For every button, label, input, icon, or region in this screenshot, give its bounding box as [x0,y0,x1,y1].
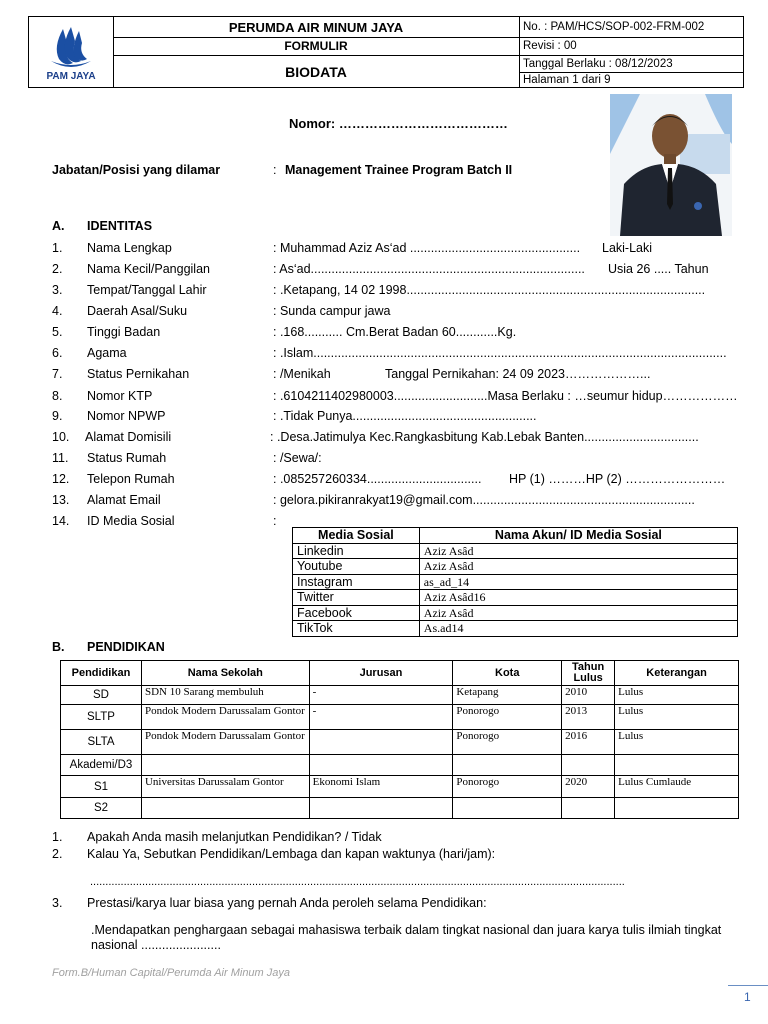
identity-label: Nomor NPWP [87,409,166,423]
identity-num: 10. [52,430,70,444]
table-row [61,776,739,798]
education-cell: Ekonomi Islam [309,776,453,798]
education-cell: Lulus [615,730,739,755]
question-3-text: Prestasi/karya luar biasa yang pernah Anda peroleh selama Pendidikan: [87,896,487,910]
social-account: As.ad14 [419,621,737,637]
table-row [293,543,738,559]
table-row [61,686,739,705]
education-cell [309,798,453,819]
identity-value: : Sunda campur jawa [273,304,391,318]
identity-num: 1. [52,241,63,255]
identity-value: : .Desa.Jatimulya Kec.Rangkasbitung Kab.Lebak Banten................................. [270,430,699,444]
social-platform: Facebook [293,605,420,621]
social-account: Aziz Asȃd [419,559,737,575]
footer-rule [728,985,768,986]
identity-label: Alamat Email [87,493,161,507]
identity-num: 4. [52,304,63,318]
document-title: BIODATA [285,64,347,80]
question-3-num: 3. [52,896,63,910]
question-2-num: 2. [52,847,63,861]
pam-jaya-logo [29,17,114,87]
education-cell [562,755,615,776]
section-a-letter: A. [52,219,65,233]
table-row [293,574,738,590]
table-header: Jurusan [309,661,453,686]
education-cell: Akademi/D3 [61,755,142,776]
social-account: Aziz Asȃd [419,543,737,559]
education-cell: - [309,705,453,730]
table-row [61,755,739,776]
social-platform: Twitter [293,590,420,606]
education-cell: SDN 10 Sarang membuluh [141,686,309,705]
prestasi-answer: .Mendapatkan penghargaan sebagai mahasiswa terbaik dalam tingkat nasional dan juara karya tulis ilmiah tingkat nasional ....................... [91,923,722,952]
identity-value: : .Tidak Punya..................................................... [273,409,537,423]
table-header: Keterangan [615,661,739,686]
identity-label: ID Media Sosial [87,514,175,528]
question-2-text: Kalau Ya, Sebutkan Pendidikan/Lembaga dan kapan waktunya (hari/jam): [87,847,496,861]
education-cell [453,798,562,819]
question-1-text: Apakah Anda masih melanjutkan Pendidikan? / Tidak [87,830,382,844]
education-cell: Lulus [615,686,739,705]
identity-label: Nama Lengkap [87,241,172,255]
identity-value: : /Sewa/: [273,451,322,465]
identity-num: 14. [52,514,70,528]
identity-label: Status Pernikahan [87,367,190,381]
logo-text: PAM JAYA [46,71,96,82]
education-cell [453,755,562,776]
jabatan-label: Jabatan/Posisi yang dilamar [52,163,221,177]
header-title-block [113,17,520,87]
identity-value: : gelora.pikiranrakyat19@gmail.com................................................................ [273,493,695,507]
education-cell: S1 [61,776,142,798]
identity-value: : As‘ad............................................................................... [273,262,585,276]
education-cell [309,730,453,755]
table-header: Tahun Lulus [562,661,615,686]
table-header: Pendidikan [61,661,142,686]
education-cell: Lulus Cumlaude [615,776,739,798]
effective-date: Tanggal Berlaku : 08/12/2023 [523,58,673,70]
education-cell: SLTP [61,705,142,730]
identity-label: Nomor KTP [87,389,153,403]
table-row [61,730,739,755]
table-row [293,559,738,575]
question-1-num: 1. [52,830,63,844]
footer-form-ref: Form.B/Human Capital/Perumda Air Minum Jaya [52,967,291,979]
identity-num: 2. [52,262,63,276]
identity-extra: Usia 26 ..... Tahun [608,262,709,276]
education-cell: Pondok Modern Darussalam Gontor [141,705,309,730]
education-cell: Ketapang [453,686,562,705]
identity-num: 6. [52,346,63,360]
social-platform: Linkedin [293,543,420,559]
org-name: PERUMDA AIR MINUM JAYA [228,20,404,35]
identity-extra: Tanggal Pernikahan: 24 09 2023………………... [385,367,651,381]
table-header: Media Sosial [293,528,420,544]
identity-num: 8. [52,389,63,403]
education-cell: 2010 [562,686,615,705]
identity-value: : .Islam....................................................................................................................... [273,346,727,360]
education-cell [141,755,309,776]
identity-num: 11. [52,451,69,465]
education-cell: 2016 [562,730,615,755]
education-cell: Pondok Modern Darussalam Gontor [141,730,309,755]
identity-label: Nama Kecil/Panggilan [87,262,210,276]
identity-num: 13. [52,493,70,507]
education-cell [141,798,309,819]
identity-num: 12. [52,472,70,486]
identity-label: Daerah Asal/Suku [87,304,188,318]
page-number: 1 [744,990,751,1004]
identity-extra: Laki-Laki [602,241,653,255]
social-media-table [292,527,738,637]
identity-label: Tinggi Badan [87,325,161,339]
identity-num: 9. [52,409,63,423]
identity-label: Status Rumah [87,451,167,465]
section-b-letter: B. [52,640,65,654]
document-header [28,16,744,88]
identity-value: : .085257260334................................. [273,472,482,486]
education-cell: Lulus [615,705,739,730]
table-row [293,621,738,637]
identity-num: 7. [52,367,63,381]
identity-value: : .168........... Cm.Berat Badan 60............Kg. [273,325,517,339]
identity-label: Alamat Domisili [85,430,172,444]
education-cell: S2 [61,798,142,819]
identity-num: 5. [52,325,63,339]
social-account: Aziz Asȃd16 [419,590,737,606]
revision: Revisi : 00 [523,40,577,52]
page-count: Halaman 1 dari 9 [523,74,611,86]
nomor-field: Nomor: ………………………………… [289,116,508,131]
table-header: Kota [453,661,562,686]
education-cell: Ponorogo [453,730,562,755]
education-cell [615,798,739,819]
identity-extra: HP (1) ………HP (2) …………………… [509,472,726,486]
table-row [293,605,738,621]
table-row [61,798,739,819]
identity-value: : .6104211402980003...........................Masa Berlaku : …seumur hidup……………… [273,389,738,403]
doc-number: No. : PAM/HCS/SOP-002-FRM-002 [523,21,705,33]
jabatan-value: Management Trainee Program Batch II [285,163,513,177]
section-a-title: IDENTITAS [87,219,153,233]
social-platform: Instagram [293,574,420,590]
answer-dotted-line: ............................................................................................................................................................................... [90,876,625,888]
identity-label: Telepon Rumah [87,472,175,486]
social-platform: Youtube [293,559,420,575]
table-row [61,705,739,730]
section-b-title: PENDIDIKAN [87,640,165,654]
education-table [60,660,739,819]
education-cell: 2013 [562,705,615,730]
identity-label: Agama [87,346,127,360]
table-header: Nama Sekolah [141,661,309,686]
identity-value: : .Ketapang, 14 02 1998...................................................................................... [273,283,706,297]
identity-label: Tempat/Tanggal Lahir [87,283,207,297]
education-cell: SLTA [61,730,142,755]
education-cell: Ponorogo [453,705,562,730]
social-account: Aziz Asȃd [419,605,737,621]
form-type: FORMULIR [284,39,348,53]
education-cell [562,798,615,819]
table-row [293,590,738,606]
applicant-photo [610,94,732,236]
table-header: Nama Akun/ ID Media Sosial [419,528,737,544]
identity-value: : /Menikah [273,367,331,381]
jabatan-colon: : [273,163,277,177]
education-cell: SD [61,686,142,705]
identity-num: 3. [52,283,63,297]
education-cell: Universitas Darussalam Gontor [141,776,309,798]
education-cell: Ponorogo [453,776,562,798]
social-platform: TikTok [293,621,420,637]
identity-value: : Muhammad Aziz As‘ad ................................................. [273,241,581,255]
education-cell [615,755,739,776]
education-cell: - [309,686,453,705]
education-cell: 2020 [562,776,615,798]
identity-value: : [273,514,277,528]
social-account: as_ad_14 [419,574,737,590]
education-cell [309,755,453,776]
